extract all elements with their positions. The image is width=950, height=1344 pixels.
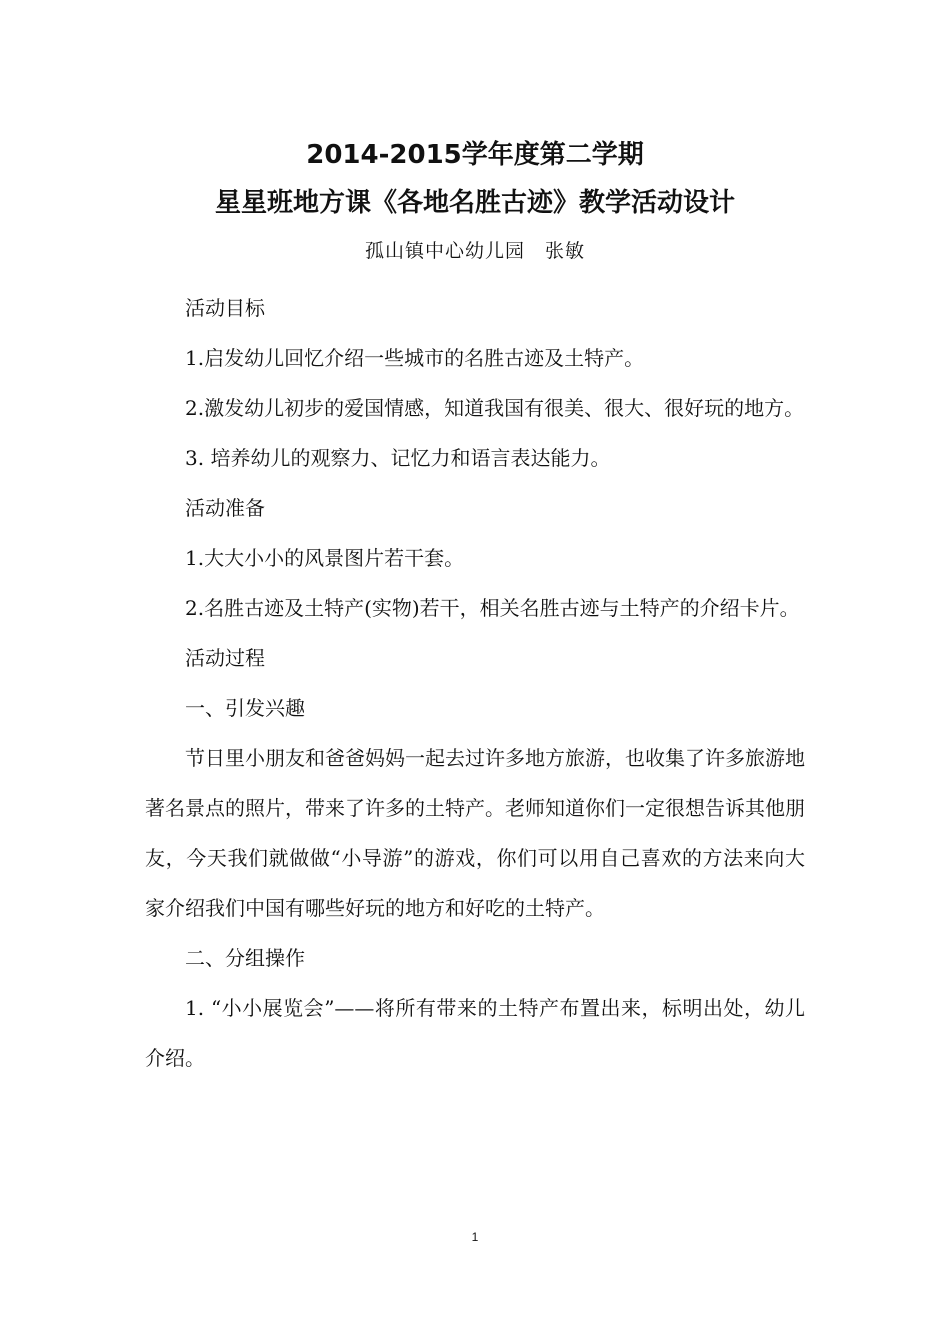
document-title-line-2: 星星班地方课《各地名胜古迹》教学活动设计 — [214, 188, 735, 218]
goal-item-3: 3. 培养幼儿的观察力、记忆力和语言表达能力。 — [185, 446, 611, 470]
process-step-1-heading: 一、引发兴趣 — [185, 696, 305, 720]
goal-item-2: 2.激发幼儿初步的爱国情感，知道我国有很美、很大、很好玩的地方。 — [185, 396, 805, 420]
process-step-2-heading: 二、分组操作 — [185, 946, 305, 970]
heading-activity-process: 活动过程 — [185, 646, 265, 670]
preparation-item-1: 1.大大小小的风景图片若干套。 — [185, 546, 465, 570]
document-title-line-1: 2014-2015学年度第二学期 — [306, 140, 644, 170]
process-step-2-item-1: 1. “小小展览会”——将所有带来的土特产布置出来，标明出处，幼儿介绍。 — [145, 996, 805, 1070]
document-body — [145, 283, 805, 1083]
process-step-1-text: 节日里小朋友和爸爸妈妈一起去过许多地方旅游，也收集了许多旅游地著名景点的照片，带来了许多的土特产。老师知道你们一定很想告诉其他朋友，今天我们就做做“小导游”的游戏，你们可以用自己喜欢的方法来向大家介绍我们中国有哪些好玩的地方和好吃的土特产。 — [145, 746, 805, 920]
heading-activity-goals: 活动目标 — [185, 296, 265, 320]
heading-activity-preparation: 活动准备 — [185, 496, 265, 520]
goal-item-1: 1.启发幼儿回忆介绍一些城市的名胜古迹及土特产。 — [185, 346, 645, 370]
page-number: 1 — [471, 1230, 479, 1244]
author-line: 孤山镇中心幼儿园 张敏 — [364, 240, 585, 262]
preparation-item-2: 2.名胜古迹及土特产(实物)若干，相关名胜古迹与土特产的介绍卡片。 — [185, 596, 800, 620]
